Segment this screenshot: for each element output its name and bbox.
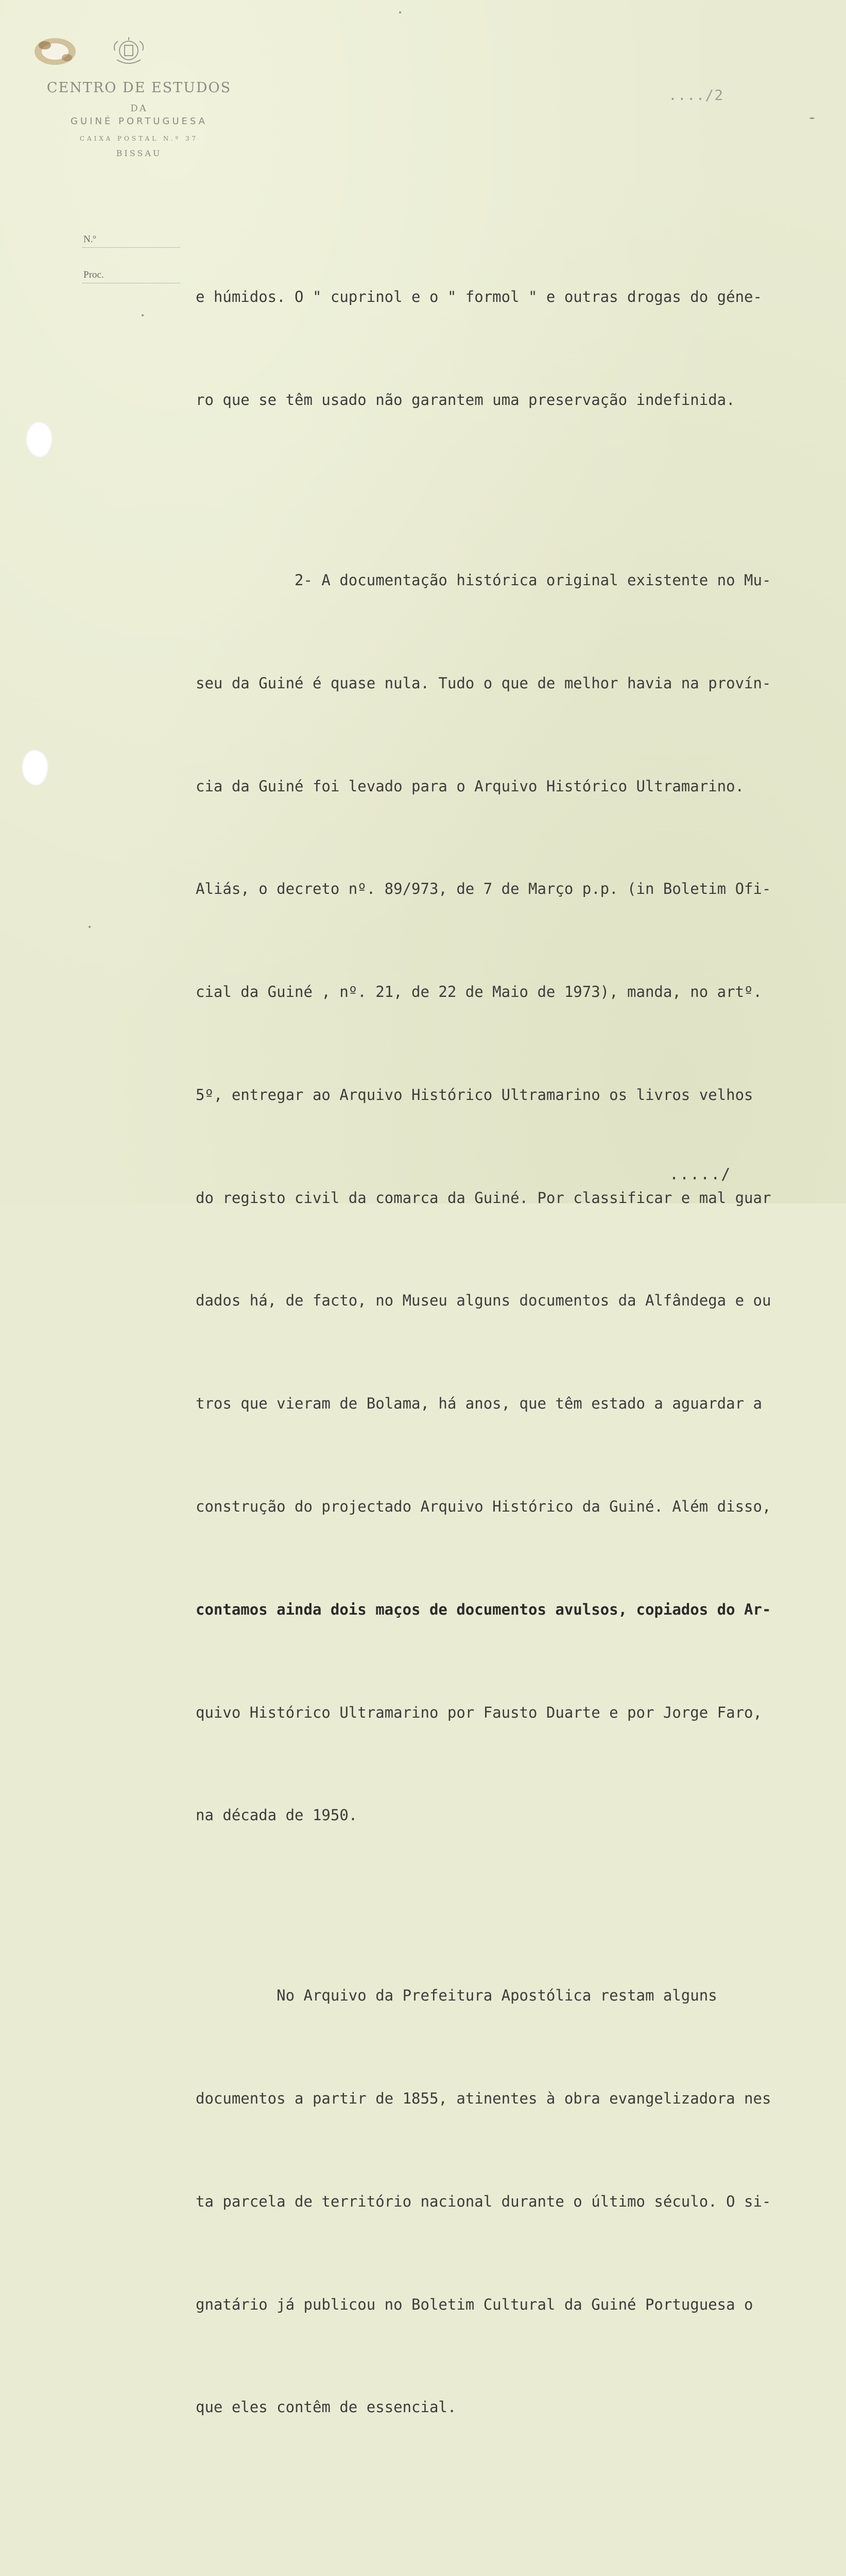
text-line: cial da Guiné , nº. 21, de 22 de Maio de 1973), manda, no artº.: [196, 983, 762, 1001]
letterhead-city: BISSAU: [116, 148, 162, 158]
text-line: na década de 1950.: [196, 1806, 358, 1824]
number-field: [82, 222, 180, 248]
page-number: ..../2: [668, 87, 724, 104]
body-text: [196, 211, 844, 2576]
text-line: gnatário já publicou no Boletim Cultural da Guiné Portuguesa o: [196, 2295, 753, 2313]
paragraph-gap: [196, 1901, 844, 1910]
speck: [142, 314, 144, 316]
proc-field: [82, 257, 180, 283]
speck: [809, 117, 815, 119]
text-line: 2- A documentação histórica original existente no Mu-: [196, 571, 771, 589]
text-line: No Arquivo da Prefeitura Apostólica restam alguns: [196, 1987, 717, 2005]
text-line: do registo civil da comarca da Guiné. Por classificar e mal guar: [196, 1189, 771, 1207]
text-line: dados há, de facto, no Museu alguns documentos da Alfândega e ou: [196, 1292, 771, 1310]
margin-labels: [82, 222, 185, 293]
text-line: documentos a partir de 1855, atinentes à obra evangelizadora nes: [196, 2090, 771, 2108]
continuation-mark: ...../: [669, 1165, 732, 1183]
text-line: 5º, entregar ao Arquivo Histórico Ultramarino os livros velhos: [196, 1086, 753, 1104]
number-label: N.º: [83, 234, 96, 245]
letterhead-postbox: CAIXA POSTAL N.º 37: [79, 135, 199, 142]
punch-hole-icon: [26, 421, 53, 457]
speck: [399, 11, 401, 13]
proc-label: Proc.: [83, 269, 104, 280]
letterhead-da: DA: [130, 103, 148, 114]
paragraph-gap: [196, 2493, 844, 2502]
text-line: cia da Guiné foi levado para o Arquivo Histórico Ultramarino.: [196, 777, 745, 795]
text-line: [196, 2570, 844, 2576]
text-line: seu da Guiné é quase nula. Tudo o que de melhor havia na provín-: [196, 674, 771, 692]
text-line: ta parcela de território nacional durante o último século. O si-: [196, 2192, 771, 2210]
punch-hole-icon: [22, 750, 48, 786]
text-line: ro que se têm usado não garantem uma preservação indefinida.: [196, 391, 735, 409]
text-line: quivo Histórico Ultramarino por Fausto Duarte e por Jorge Faro,: [196, 1703, 762, 1721]
letterhead-subtitle: GUINÉ PORTUGUESA: [71, 116, 208, 127]
burn-stain-icon: [27, 31, 83, 72]
text-line: Aliás, o decreto nº. 89/973, de 7 de Março p.p. (in Boletim Ofi-: [196, 880, 771, 898]
speck: [89, 926, 91, 928]
letterhead-title: CENTRO DE ESTUDOS: [46, 80, 232, 96]
crest-icon: [111, 35, 147, 71]
text-line: que eles contêm de essencial.: [196, 2398, 457, 2416]
paragraph-gap: [196, 486, 844, 495]
text-line: construção do projectado Arquivo Histórico da Guiné. Além disso,: [196, 1497, 771, 1515]
text-line: tros que vieram de Bolama, há anos, que têm estado a aguardar a: [196, 1395, 762, 1413]
text-line: e húmidos. O " cuprinol e o " formol " e outras drogas do géne-: [196, 288, 762, 306]
text-line: contamos ainda dois maços de documentos avulsos, copiados do Ar-: [196, 1600, 771, 1618]
